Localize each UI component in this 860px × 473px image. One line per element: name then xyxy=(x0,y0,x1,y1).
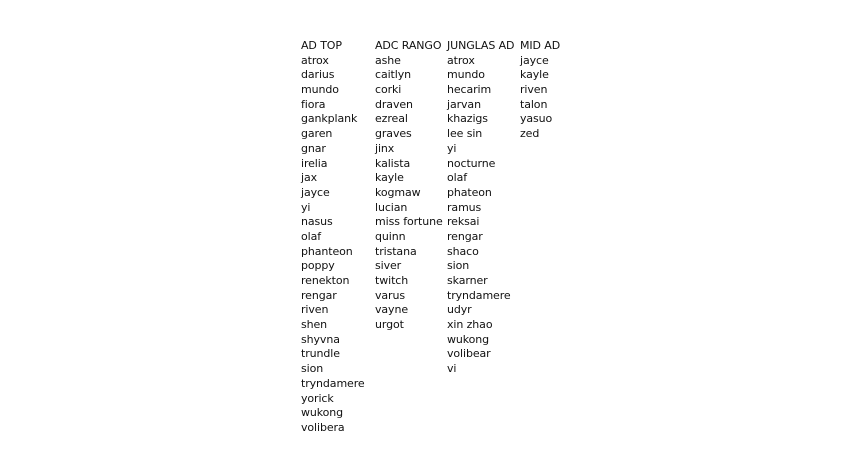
table-cell: kayle xyxy=(520,68,549,82)
table-cell: varus xyxy=(375,288,405,302)
table-column xyxy=(301,39,375,436)
table-cell: mundo xyxy=(301,83,339,97)
table-cell: ashe xyxy=(375,53,401,67)
table-cell: kayle xyxy=(375,171,404,185)
table-cell: wukong xyxy=(447,332,490,346)
champion-table xyxy=(301,39,580,436)
table-cell: mundo xyxy=(447,68,485,82)
table-cell: urgot xyxy=(375,318,404,332)
table-cell: nasus xyxy=(301,215,333,229)
table-cell: sion xyxy=(447,259,470,273)
table-cell: talon xyxy=(520,97,548,111)
table-cell: tryndamere xyxy=(301,376,365,390)
table-cell: volibear xyxy=(447,347,491,361)
table-cell: quinn xyxy=(375,229,406,243)
column-header: ADC RANGO xyxy=(375,39,442,52)
table-cell: ezreal xyxy=(375,112,408,126)
table-cell: garen xyxy=(301,127,333,141)
table-cell: xin zhao xyxy=(447,318,493,332)
table-cell: atrox xyxy=(447,53,475,67)
table-cell: yi xyxy=(447,141,457,155)
table-cell: shaco xyxy=(447,244,479,258)
table-cell: hecarim xyxy=(447,83,492,97)
table-cell: lucian xyxy=(375,200,408,214)
table-cell: vayne xyxy=(375,303,408,317)
table-cell: tristana xyxy=(375,244,417,258)
table-column xyxy=(447,39,520,436)
table-cell: phateon xyxy=(447,185,492,199)
table-cell: corki xyxy=(375,83,402,97)
table-cell: graves xyxy=(375,127,412,141)
table-cell: yi xyxy=(301,200,311,214)
table-cell: volibera xyxy=(301,420,345,434)
table-cell: nocturne xyxy=(447,156,496,170)
table-cell: gankplank xyxy=(301,112,358,126)
table-cell: poppy xyxy=(301,259,335,273)
column-header: AD TOP xyxy=(301,39,342,52)
table-cell: caitlyn xyxy=(375,68,411,82)
table-cell: jarvan xyxy=(447,97,481,111)
table-cell: jax xyxy=(301,171,318,185)
table-cell: shen xyxy=(301,318,328,332)
table-cell: udyr xyxy=(447,303,472,317)
table-cell: fiora xyxy=(301,97,326,111)
table-cell: khazigs xyxy=(447,112,488,126)
column-header: JUNGLAS AD xyxy=(447,39,515,52)
table-cell: tryndamere xyxy=(447,288,511,302)
table-cell: kalista xyxy=(375,156,411,170)
table-cell: miss fortune xyxy=(375,215,443,229)
table-cell: twitch xyxy=(375,274,409,287)
table-cell: rengar xyxy=(447,229,483,243)
table-cell: phanteon xyxy=(301,244,353,258)
table-cell: jayce xyxy=(301,185,330,199)
table-cell: jayce xyxy=(520,53,549,67)
table-cell: vi xyxy=(447,362,457,376)
table-cell: jinx xyxy=(375,141,395,155)
table-cell: ramus xyxy=(447,200,482,214)
column-header: MID AD xyxy=(520,39,561,52)
table-cell: wukong xyxy=(301,406,344,420)
table-cell: zed xyxy=(520,127,540,141)
table-cell: yasuo xyxy=(520,112,553,126)
table-cell: atrox xyxy=(301,53,329,67)
table-cell: riven xyxy=(520,83,548,97)
table-cell: shyvna xyxy=(301,332,340,346)
table-cell: renekton xyxy=(301,274,350,287)
table-column xyxy=(375,39,447,436)
table-cell: gnar xyxy=(301,141,326,155)
table-cell: siver xyxy=(375,259,402,273)
table-cell: yorick xyxy=(301,391,334,405)
table-cell: olaf xyxy=(447,171,467,185)
table-cell: lee sin xyxy=(447,127,483,141)
table-cell: olaf xyxy=(301,229,321,243)
table-cell: riven xyxy=(301,303,329,317)
table-cell: reksai xyxy=(447,215,480,229)
table-column xyxy=(520,39,580,436)
table-cell: darius xyxy=(301,68,335,82)
table-cell: rengar xyxy=(301,288,337,302)
table-cell: sion xyxy=(301,362,324,376)
table-cell: kogmaw xyxy=(375,185,421,199)
table-cell: trundle xyxy=(301,347,340,361)
table-cell: irelia xyxy=(301,156,328,170)
table-cell: skarner xyxy=(447,274,488,287)
table-cell: draven xyxy=(375,97,413,111)
